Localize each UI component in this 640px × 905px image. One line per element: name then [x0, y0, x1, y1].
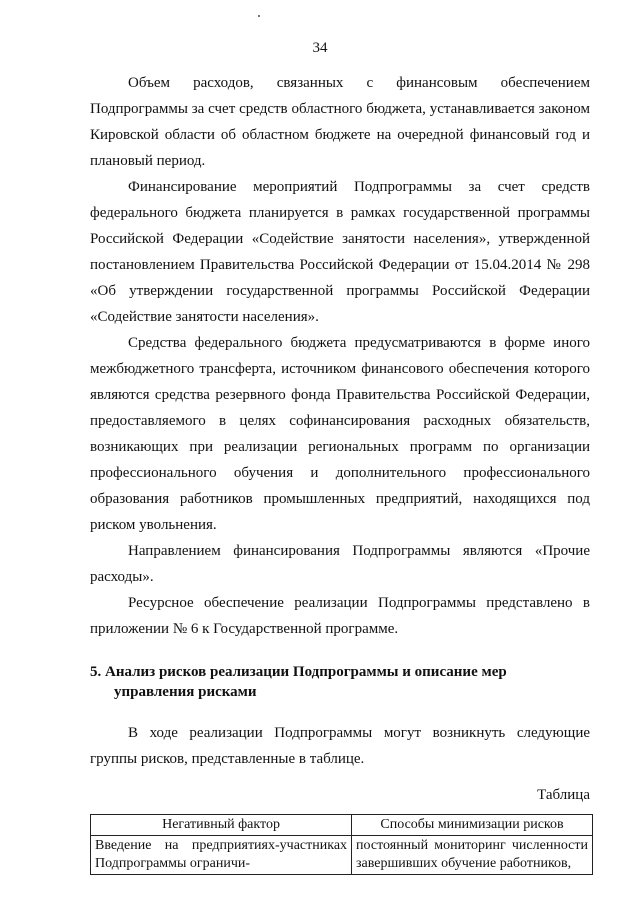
paragraph-1: Объем расходов, связанных с финансовым обеспечением Подпрограммы за счет средств областного бюджета, устанавливается законом Кировской области об областном бюджете на очередной финансовый год и плановый период.	[90, 75, 590, 169]
paragraph-5: Ресурсное обеспечение реализации Подпрограммы представлено в приложении № 6 к Государственной программе.	[90, 595, 590, 637]
paragraph-3: Средства федерального бюджета предусматриваются в форме иного межбюджетного трансферта, источником финансового обеспечения которого являются средства резервного фонда Правительства Российской Федерации, предоставляемого в целях софинансирования расходных обязательств, возникающих при реализации региональных программ по организации профессионального обучения и дополнительного профессионального образования работников промышленных предприятий, находящихся под риском увольнения.	[90, 335, 590, 533]
table-header-row	[91, 815, 593, 836]
paragraph-4: Направлением финансирования Подпрограммы являются «Прочие расходы».	[90, 543, 590, 585]
paragraph-2: Финансирование мероприятий Подпрограммы за счет средств федерального бюджета планируется в рамках государственной программы Российской Федерации «Содействие занятости населения», утвержденной постановлением Правительства Российской Федерации от 15.04.2014 № 298 «Об утверждении государственной программы Российской Федерации «Содействие занятости населения».	[90, 179, 590, 325]
table-cell-factor: Введение на предприятиях-участниках Подпрограммы ограничи-	[91, 836, 352, 875]
section-heading: 5. Анализ рисков реализации Подпрограммы и описание мер управления рисками	[90, 664, 507, 700]
table-caption: Таблица	[537, 787, 590, 803]
table-cell-mitigation: постоянный мониторинг численности завершивших обучение работников,	[352, 836, 593, 875]
table-header-mitigation: Способы минимизации рисков	[352, 815, 593, 836]
section-intro: В ходе реализации Подпрограммы могут возникнуть следующие группы рисков, представленные в таблице.	[90, 725, 590, 767]
page-number: 34	[312, 40, 328, 56]
risk-table	[90, 814, 593, 875]
document-body	[90, 70, 590, 875]
scan-speck	[258, 15, 260, 17]
table-header-negative-factor: Негативный фактор	[91, 815, 352, 836]
table-row	[91, 836, 593, 875]
